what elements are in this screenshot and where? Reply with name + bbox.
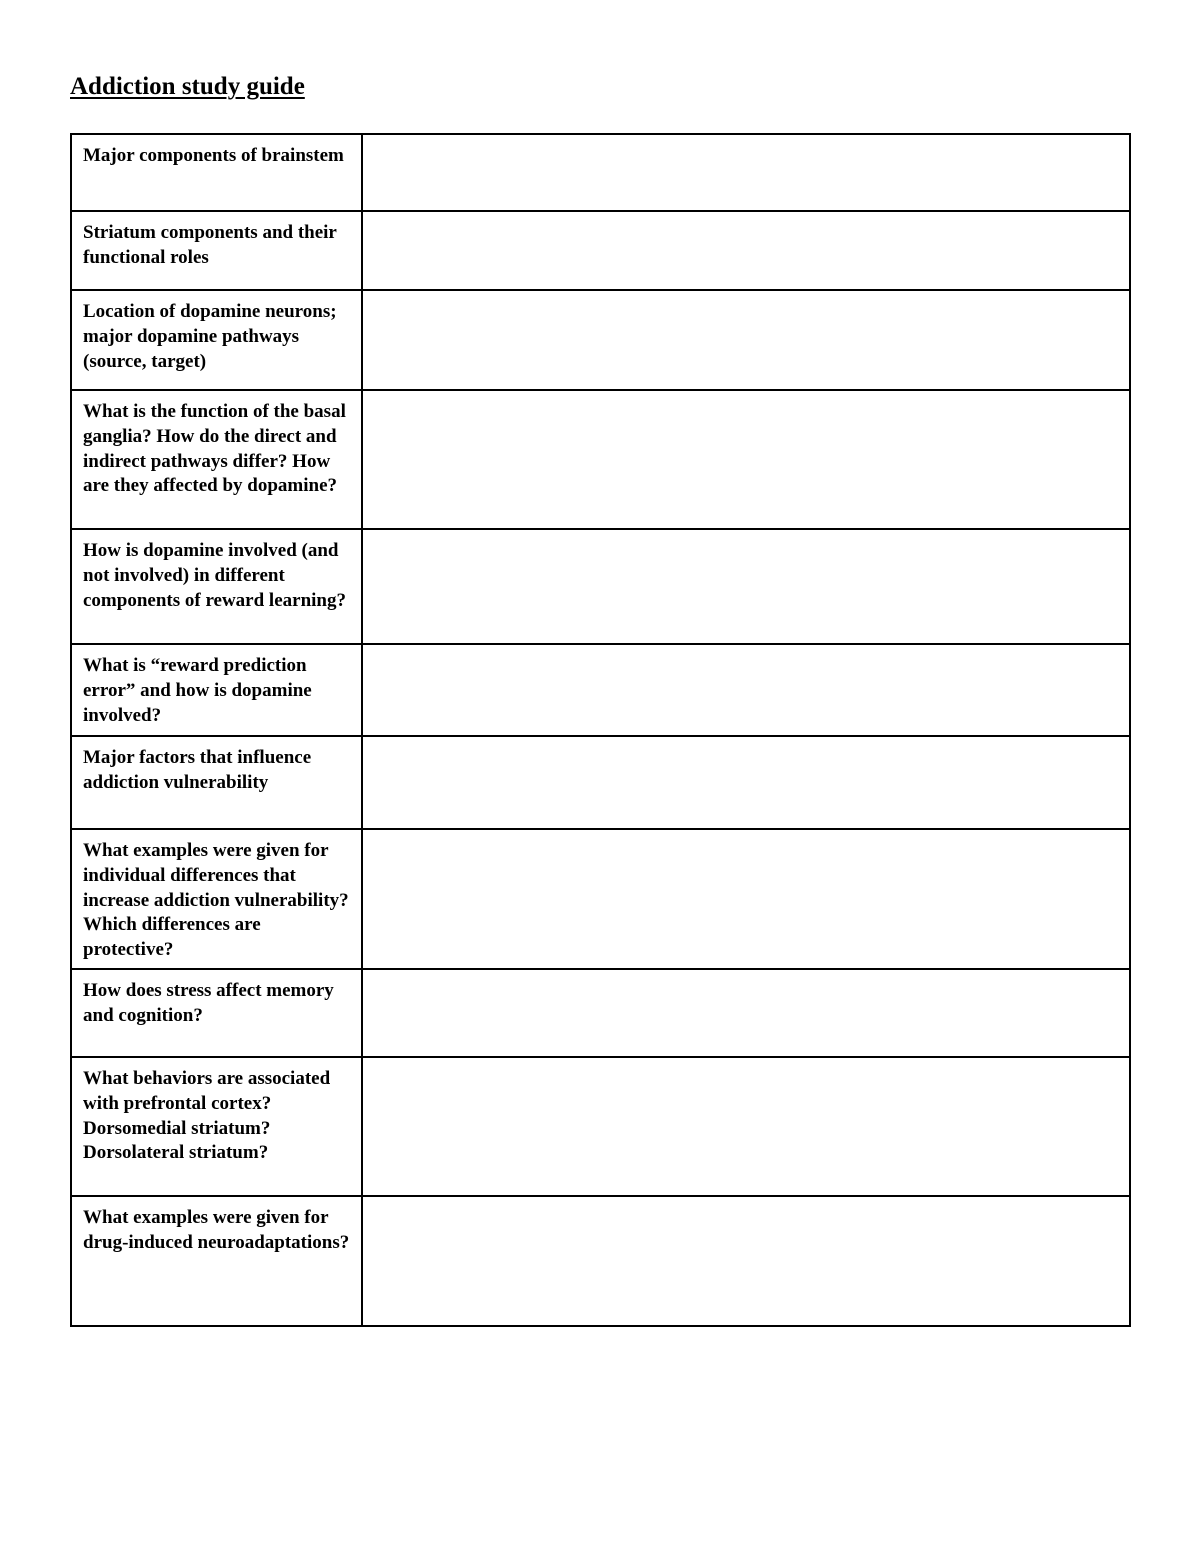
question-cell: How is dopamine involved (and not involved) in different components of reward learning? [71, 529, 362, 644]
table-row [71, 134, 1130, 211]
table-row [71, 290, 1130, 390]
question-cell: Major components of brainstem [71, 134, 362, 211]
answer-cell[interactable] [362, 134, 1130, 211]
question-cell: What examples were given for drug-induced neuroadaptations? [71, 1196, 362, 1326]
table-row [71, 1196, 1130, 1326]
question-cell: Location of dopamine neurons; major dopamine pathways (source, target) [71, 290, 362, 390]
answer-cell[interactable] [362, 390, 1130, 529]
question-cell: What behaviors are associated with prefrontal cortex? Dorsomedial striatum? Dorsolateral striatum? [71, 1057, 362, 1196]
question-cell: What is the function of the basal ganglia? How do the direct and indirect pathways differ? How are they affected by dopamine? [71, 390, 362, 529]
table-row [71, 736, 1130, 829]
answer-cell[interactable] [362, 644, 1130, 736]
study-guide-table [70, 133, 1131, 1327]
question-cell: Striatum components and their functional roles [71, 211, 362, 290]
answer-cell[interactable] [362, 829, 1130, 969]
answer-cell[interactable] [362, 1196, 1130, 1326]
table-row [71, 829, 1130, 969]
table-row [71, 969, 1130, 1057]
answer-cell[interactable] [362, 529, 1130, 644]
question-cell: How does stress affect memory and cognition? [71, 969, 362, 1057]
table-row [71, 529, 1130, 644]
table-row [71, 644, 1130, 736]
question-cell: Major factors that influence addiction vulnerability [71, 736, 362, 829]
answer-cell[interactable] [362, 290, 1130, 390]
answer-cell[interactable] [362, 1057, 1130, 1196]
question-cell: What is “reward prediction error” and how is dopamine involved? [71, 644, 362, 736]
answer-cell[interactable] [362, 736, 1130, 829]
question-cell: What examples were given for individual differences that increase addiction vulnerability? Which differences are protective? [71, 829, 362, 969]
table-row [71, 1057, 1130, 1196]
answer-cell[interactable] [362, 969, 1130, 1057]
answer-cell[interactable] [362, 211, 1130, 290]
table-row [71, 211, 1130, 290]
page-title: Addiction study guide [70, 73, 305, 100]
table-row [71, 390, 1130, 529]
